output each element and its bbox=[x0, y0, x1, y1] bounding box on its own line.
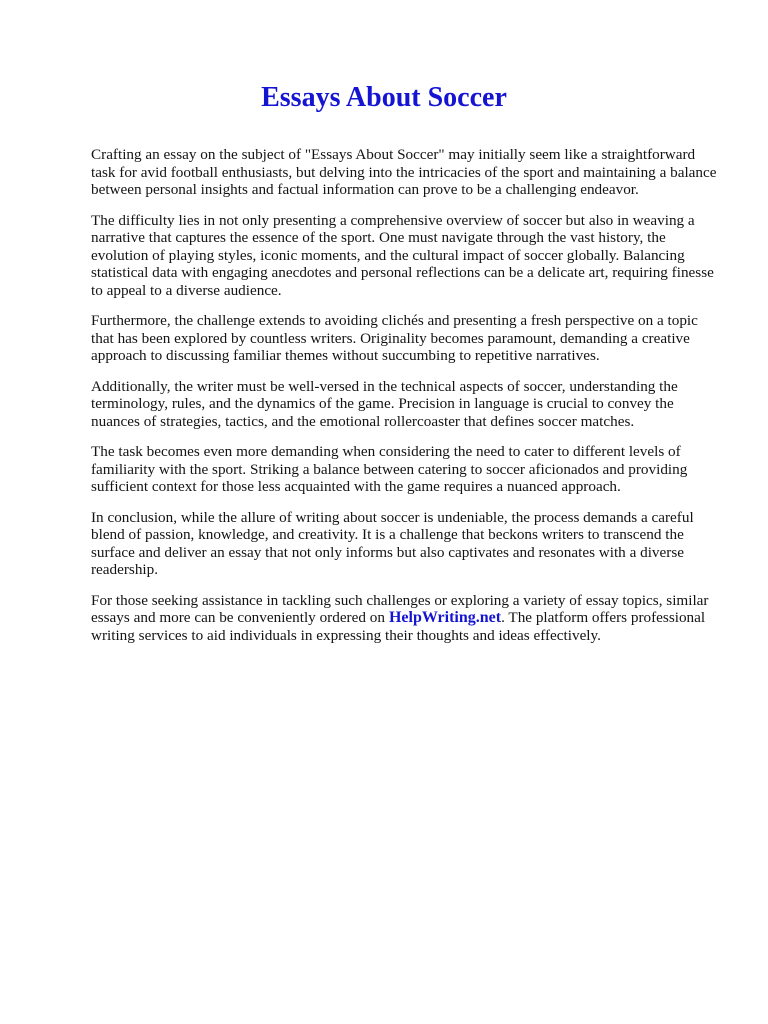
paragraph-3: Furthermore, the challenge extends to avoiding clichés and presenting a fresh perspective on a topic that has been explored by countless writers. Originality becomes paramount, demanding a creative approach to discussing familiar themes without succumbing to repetitive narratives. bbox=[91, 312, 698, 364]
paragraph-2: The difficulty lies in not only presenting a comprehensive overview of soccer but also in weaving a narrative that captures the essence of the sport. One must navigate through the vast history, the evolution of playing styles, iconic moments, and the cultural impact of soccer globally. Balancing statistical data with engaging anecdotes and personal reflections can be a delicate art, requiring finesse to appeal to a diverse audience. bbox=[91, 211, 714, 299]
paragraph-7-lead: For those seeking assistance in tackling such challenges or exploring a variety of essay topics, similar essays and more can be conveniently ordered on bbox=[91, 591, 709, 626]
helpwriting-link[interactable]: HelpWriting.net bbox=[388, 609, 502, 626]
page-title: Essays About Soccer bbox=[261, 82, 507, 113]
paragraph-5: The task becomes even more demanding when considering the need to cater to different levels of familiarity with the sport. Striking a balance between catering to soccer aficionados and providing sufficient context for those less acquainted with the game requires a nuanced approach. bbox=[91, 443, 688, 495]
paragraph-7-tail: . The platform offers professional writing services to aid individuals in expressing their thoughts and ideas effectively. bbox=[91, 609, 706, 644]
paragraph-6: In conclusion, while the allure of writing about soccer is undeniable, the process demands a careful blend of passion, knowledge, and creativity. It is a challenge that beckons writers to transcend the surface and deliver an essay that not only informs but also captivates and resonates with a diverse readership. bbox=[91, 508, 694, 578]
essay-body bbox=[91, 146, 721, 657]
paragraph-4: Additionally, the writer must be well-versed in the technical aspects of soccer, understanding the terminology, rules, and the dynamics of the game. Precision in language is crucial to convey the nuances of strategies, tactics, and the emotional rollercoaster that defines soccer matches. bbox=[91, 377, 678, 430]
paragraph-1: Crafting an essay on the subject of "Essays About Soccer" may initially seem like a straightforward task for avid football enthusiasts, but delving into the intricacies of the sport and maintaining a balance between personal insights and factual information can prove to be a challenging endeavor. bbox=[91, 146, 717, 198]
paragraph-7 bbox=[91, 592, 721, 645]
